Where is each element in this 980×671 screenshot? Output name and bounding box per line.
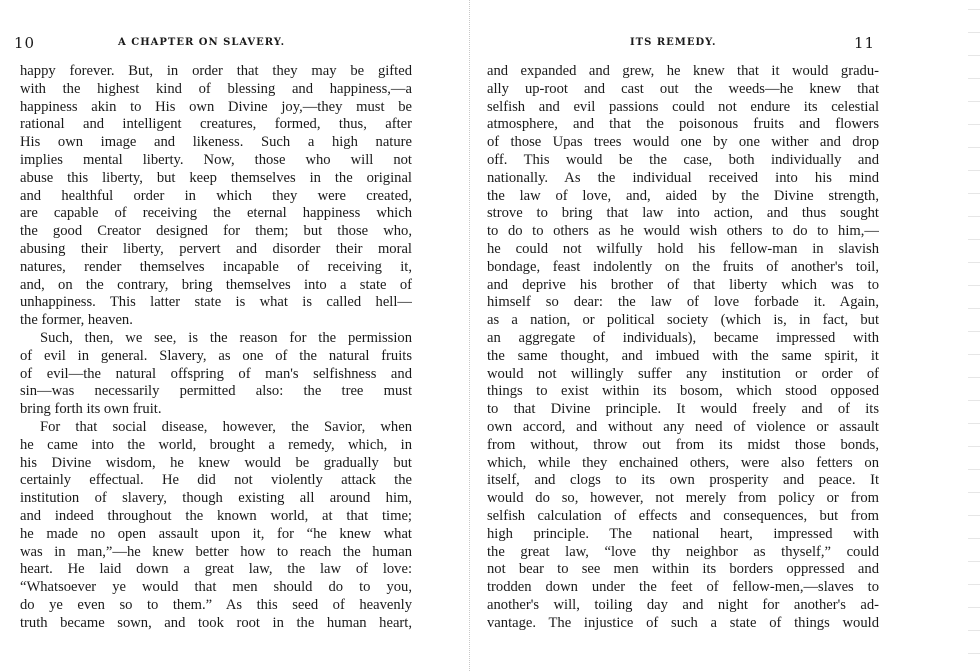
- text-line: heart. He laid down a great law, the law of love:: [20, 561, 412, 578]
- text-line: from without, throw out from its midst those bonds,: [487, 436, 879, 453]
- text-line: with the highest kind of blessing and happiness,—a: [20, 80, 412, 97]
- text-line: do ye even so to them.” As this seed of heavenly: [20, 596, 412, 613]
- page-edge: [968, 0, 980, 671]
- body-text: [20, 63, 412, 633]
- text-line: as a nation, or political society (which is, in fact, but: [487, 312, 879, 329]
- text-line: and healthful order in which they were created,: [20, 187, 412, 204]
- text-line: which, while they enchained others, were also fetters on: [487, 454, 879, 471]
- text-line: certainly effectual. He did not violently attack the: [20, 472, 412, 489]
- text-line: his Divine wisdom, he knew would be gradually but: [20, 454, 412, 471]
- text-line: and expanded and grew, he knew that it would gradu-: [487, 63, 879, 79]
- text-line: bring forth its own fruit.: [20, 401, 162, 418]
- text-line: His own image and likeness. Such a high nature: [20, 134, 412, 151]
- text-line: to do to others as he would wish others to do to him,—: [487, 223, 879, 240]
- text-line: and indeed throughout the known world, at that time;: [20, 507, 412, 524]
- text-line: and deprive his brother of that liberty which was to: [487, 276, 879, 293]
- text-line: he came into the world, brought a remedy, which, in: [20, 436, 412, 453]
- text-line: are capable of receiving the eternal happiness which: [20, 205, 412, 222]
- text-line: truth became sown, and took root in the human heart,: [20, 614, 412, 631]
- text-line: implies mental liberty. Now, those who will not: [20, 151, 412, 168]
- text-line: rational and intelligent creatures, formed, thus, after: [20, 116, 412, 133]
- body-text: [487, 63, 879, 633]
- text-line: selfish calculation of effects and consequences, but from: [487, 507, 879, 524]
- text-line: ally up-root and cast out the weeds—he knew that: [487, 80, 879, 97]
- page-number: 11: [854, 34, 876, 52]
- text-line: happy forever. But, in order that they may be gifted: [20, 63, 412, 79]
- text-line: the good Creator designed for them; but those who,: [20, 223, 412, 240]
- text-line: selfish and evil passions could not endure its celestial: [487, 98, 879, 115]
- text-line: to that Divine principle. It would freely and of its: [487, 401, 879, 418]
- text-line: not bear to see men within its borders oppressed and: [487, 561, 879, 578]
- text-line: would do so, however, not merely from policy or from: [487, 490, 879, 507]
- text-line: natures, render themselves incapable of receiving it,: [20, 258, 412, 275]
- text-line: the former, heaven.: [20, 312, 133, 329]
- running-head: A CHAPTER ON SLAVERY.: [118, 37, 286, 48]
- text-line: happiness akin to His own Divine joy,—they must be: [20, 98, 412, 115]
- text-line: high principle. The national heart, impressed with: [487, 525, 879, 542]
- text-line: the law of love, and, aided by the Divine strength,: [487, 187, 879, 204]
- text-line: himself so dear: the law of love forbade it. Again,: [487, 294, 879, 311]
- text-line: the great law, “love thy neighbor as thyself,” could: [487, 543, 879, 560]
- text-line: he could not wilfully hold his fellow-man in slavish: [487, 240, 879, 257]
- left-page: [0, 0, 470, 671]
- text-line: itself, and clogs to its own prosperity and peace. It: [487, 472, 879, 489]
- text-line: vantage. The injustice of such a state of things would: [487, 614, 879, 631]
- right-page: [470, 0, 980, 671]
- text-line: would not willingly suffer any institution or order of: [487, 365, 879, 382]
- text-line: of those Upas trees would one by one wither and drop: [487, 134, 879, 151]
- text-line: another's will, toiling day and night for another's ad-: [487, 596, 879, 613]
- text-line: atmosphere, and that the poisonous fruits and flowers: [487, 116, 879, 133]
- text-line: and, on the contrary, bring themselves into a state of: [20, 276, 412, 293]
- text-line: things to exist within its bosom, which stood opposed: [487, 383, 879, 400]
- text-line: he made no open assault upon it, for “he knew what: [20, 525, 412, 542]
- text-line: of evil—the natural offspring of man's selfishness and: [20, 365, 412, 382]
- text-line: unhappiness. This latter state is what is called hell—: [20, 294, 412, 311]
- text-line: nationally. As the individual received into his mind: [487, 169, 879, 186]
- text-line: was in man,”—he knew better how to reach the human: [20, 543, 412, 560]
- running-head: ITS REMEDY.: [630, 37, 717, 48]
- text-line: For that social disease, however, the Savior, when: [40, 418, 412, 435]
- text-line: an aggregate of individuals), became impressed with: [487, 329, 879, 346]
- text-line: abuse this liberty, but keep themselves in the original: [20, 169, 412, 186]
- text-line: own accord, and without any need of violence or assault: [487, 418, 879, 435]
- text-line: strove to bring that law into action, and thus sought: [487, 205, 879, 222]
- text-line: abusing their liberty, pervert and disorder their moral: [20, 240, 412, 257]
- text-line: sin—was necessarily permitted also: the tree must: [20, 383, 412, 400]
- page-number: 10: [14, 34, 36, 52]
- text-line: institution of slavery, though existing all around him,: [20, 490, 412, 507]
- text-line: off. This would be the case, both individually and: [487, 151, 879, 168]
- text-line: of evil in general. Slavery, as one of the natural fruits: [20, 347, 412, 364]
- text-line: Such, then, we see, is the reason for the permission: [40, 329, 412, 346]
- text-line: bondage, feast indolently on the fruits of another's toil,: [487, 258, 879, 275]
- text-line: trodden down under the feet of fellow-men,—slaves to: [487, 579, 879, 596]
- text-line: the same thought, and imbued with the same spirit, it: [487, 347, 879, 364]
- text-line: “Whatsoever ye would that men should do to you,: [20, 579, 412, 596]
